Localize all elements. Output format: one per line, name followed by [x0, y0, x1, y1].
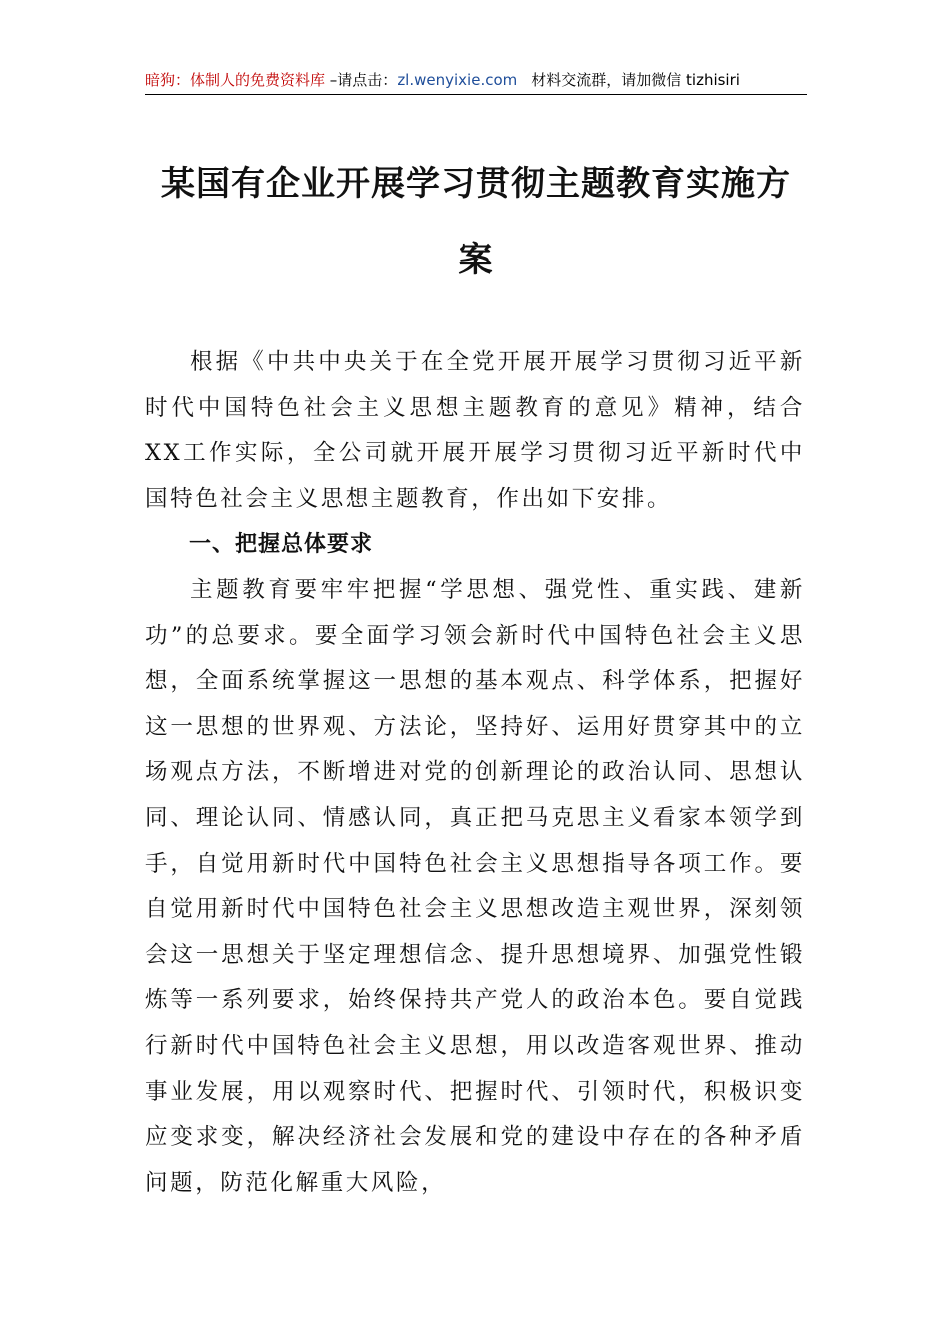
header-brand-text: 暗狗：体制人的免费资料库: [145, 71, 326, 89]
section-paragraph: 主题教育要牢牢把握“学思想、强党性、重实践、建新功”的总要求。要全面学习领会新时代中国特色社会主义思想，全面系统掌握这一思想的基本观点、科学体系，把握好这一思想的世界观、方法论，坚持好、运用好贯穿其中的立场观点方法，不断增进对党的创新理论的政治认同、思想认同、理论认同、情感认同，真正把马克思主义看家本领学到手，自觉用新时代中国特色社会主义思想指导各项工作。要自觉用新时代中国特色社会主义思想改造主观世界，深刻领会这一思想关于坚定理想信念、提升思想境界、加强党性锻炼等一系列要求，始终保持共产党人的政治本色。要自觉践行新时代中国特色社会主义思想，用以改造客观世界、推动事业发展，用以观察时代、把握时代、引领时代，积极识变应变求变，解决经济社会发展和党的建设中存在的各种矛盾问题，防范化解重大风险，: [145, 576, 805, 1196]
header-separator: –: [325, 71, 338, 89]
document-body: [145, 340, 805, 1206]
header-group-note: 材料交流群，请加微信 tizhisiri: [531, 71, 740, 89]
page-header: [145, 68, 807, 95]
section-heading: 一、把握总体要求: [189, 532, 374, 558]
header-click-prompt: 请点击：: [337, 71, 398, 89]
document-title: 某国有企业开展学习贯彻主题教育实施方案: [161, 164, 791, 280]
intro-paragraph: 根据《中共中央关于在全党开展开展学习贯彻习近平新时代中国特色社会主义思想主题教育的意见》精神，结合XX工作实际，全公司就开展开展学习贯彻习近平新时代中国特色社会主义思想主题教育，作出如下安排。: [145, 349, 805, 512]
header-url-link[interactable]: zl.wenyixie.com: [397, 71, 518, 89]
